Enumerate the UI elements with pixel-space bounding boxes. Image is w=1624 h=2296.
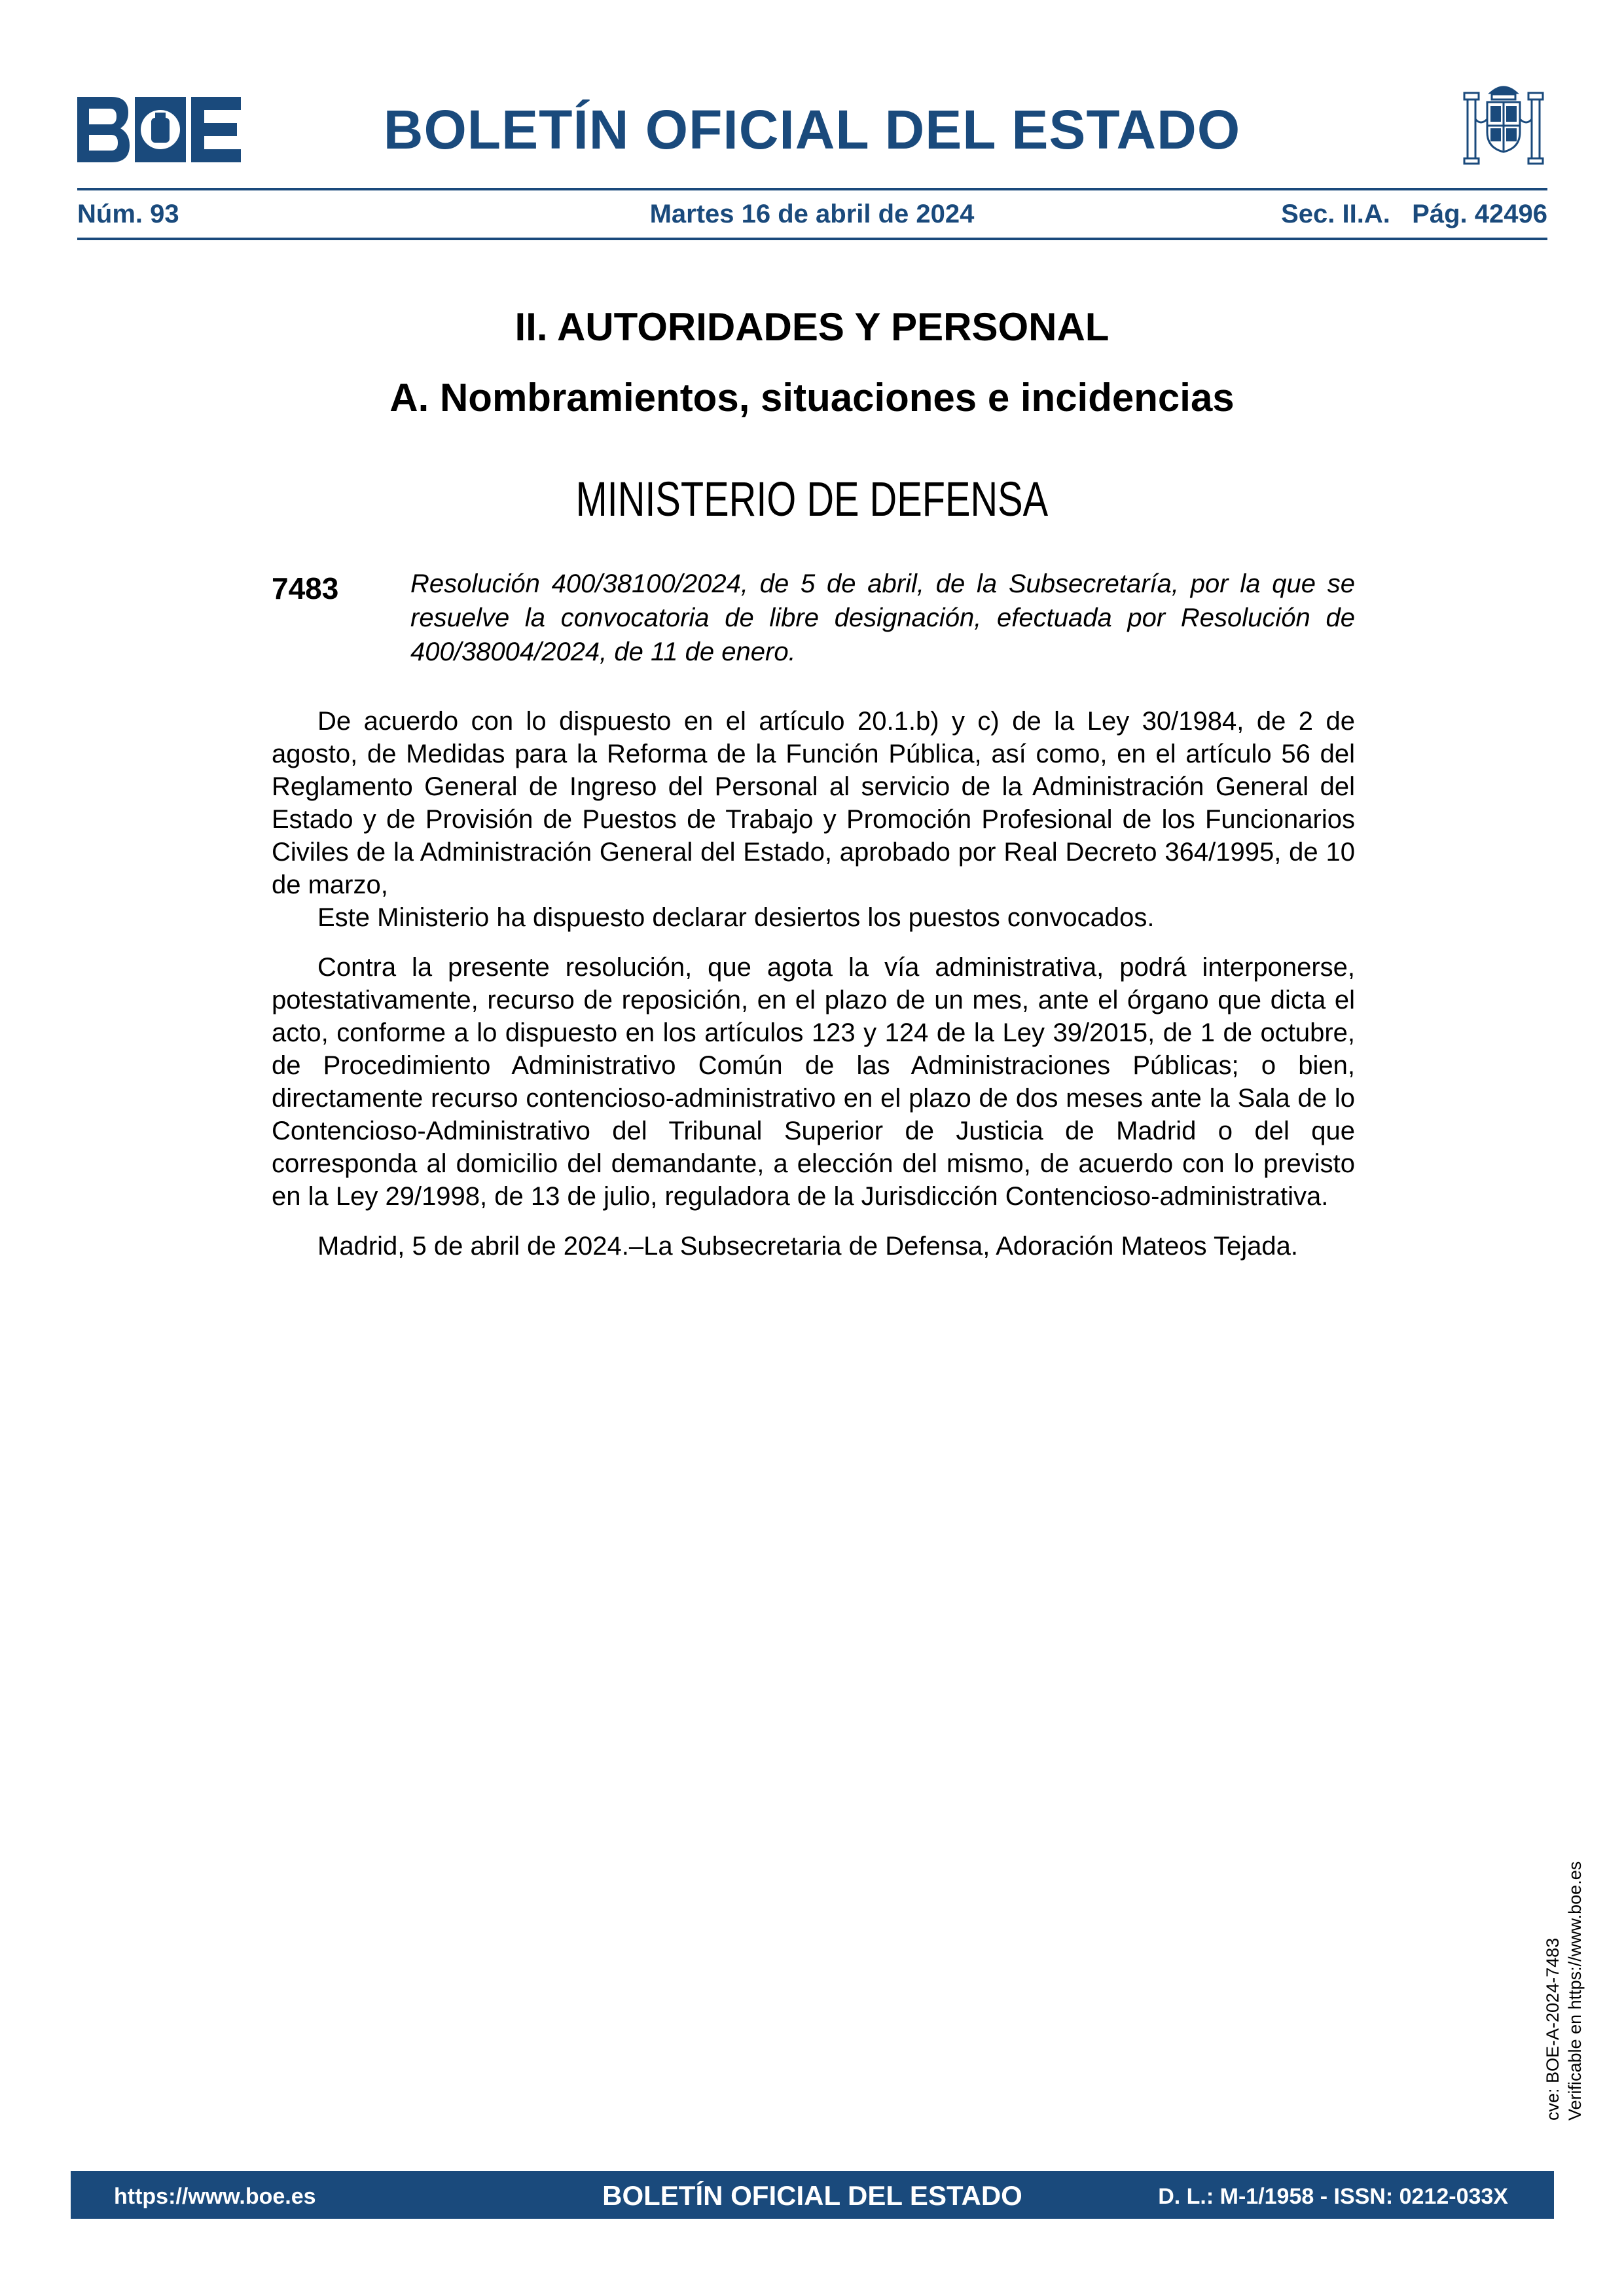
section-title: II. AUTORIDADES Y PERSONAL bbox=[514, 305, 1110, 349]
cve-code: cve: BOE-A-2024-7483 bbox=[1543, 1937, 1562, 2121]
body-paragraph-appeal: Contra la presente resolución, que agota la vía administrativa, podrá interponerse, potestativamente, recurso de reposición, en el plazo de un mes, ante el órgano que dicta el acto, conforme a lo dispuesto en los artículos 123 y 124 de la Ley 39/2015, de 1 de octubre, de Procedimiento Administrativo Común de las Administraciones Públicas; o bien, directamente recurso contencioso-administrativo en el plazo de dos meses ante la Sala de lo Contencioso-Administrativo del Tribunal Superior de Justicia de Madrid o del que corresponda al domicilio del demandante, a elección del mismo, de acuerdo con lo previsto en la Ley 29/1998, de 13 de julio, reguladora de la Jurisdicción Contencioso-administrativa. bbox=[272, 953, 1355, 1211]
body-paragraph-signature: Madrid, 5 de abril de 2024.–La Subsecretaria de Defensa, Adoración Mateos Tejada. bbox=[317, 1232, 1299, 1261]
verification-url: Verificable en https://www.boe.es bbox=[1565, 1861, 1585, 2121]
resolution-title: Resolución 400/38100/2024, de 5 de abril, de la Subsecretaría, por la que se resuelve la convocatoria de libre designación, efectuada por Resolución de 400/38004/2024, de 11 de enero. bbox=[410, 569, 1355, 666]
footer-title: BOLETÍN OFICIAL DEL ESTADO bbox=[602, 2180, 1022, 2211]
resolution-number: 7483 bbox=[272, 571, 339, 605]
verification-note bbox=[1542, 1597, 1586, 2121]
subsection-title: A. Nombramientos, situaciones e incidencias bbox=[389, 376, 1235, 420]
body-paragraph-decision: Este Ministerio ha dispuesto declarar desiertos los puestos convocados. bbox=[317, 903, 1155, 932]
footer-legal-deposit: D. L.: M-1/1958 - ISSN: 0212-033X bbox=[1158, 2184, 1508, 2209]
gazette-title: BOLETÍN OFICIAL DEL ESTADO bbox=[383, 99, 1241, 160]
header-rule-bottom bbox=[77, 238, 1547, 240]
section-page: Sec. II.A. Pág. 42496 bbox=[1281, 200, 1547, 228]
coat-of-arms-icon bbox=[1461, 80, 1546, 171]
body-paragraph-legal-basis: De acuerdo con lo dispuesto en el artículo 20.1.b) y c) de la Ley 30/1984, de 2 de agosto, de Medidas para la Reforma de la Función Pública, así como, en el artículo 56 del Reglamento General de Ingreso del Personal al servicio de la Administración General del Estado y de Provisión de Puestos de Trabajo y Promoción Profesional de los Funcionarios Civiles de la Administración General del Estado, aprobado por Real Decreto 364/1995, de 10 de marzo, bbox=[272, 707, 1355, 899]
footer-bar bbox=[71, 2171, 1554, 2219]
issue-date: Martes 16 de abril de 2024 bbox=[649, 200, 975, 228]
resolution-body bbox=[272, 705, 1355, 1263]
issue-number: Núm. 93 bbox=[77, 200, 179, 228]
footer-url-link[interactable]: https://www.boe.es bbox=[114, 2184, 316, 2209]
header-rule-top bbox=[77, 188, 1547, 190]
ministry-name: MINISTERIO DE DEFENSA bbox=[575, 472, 1049, 526]
